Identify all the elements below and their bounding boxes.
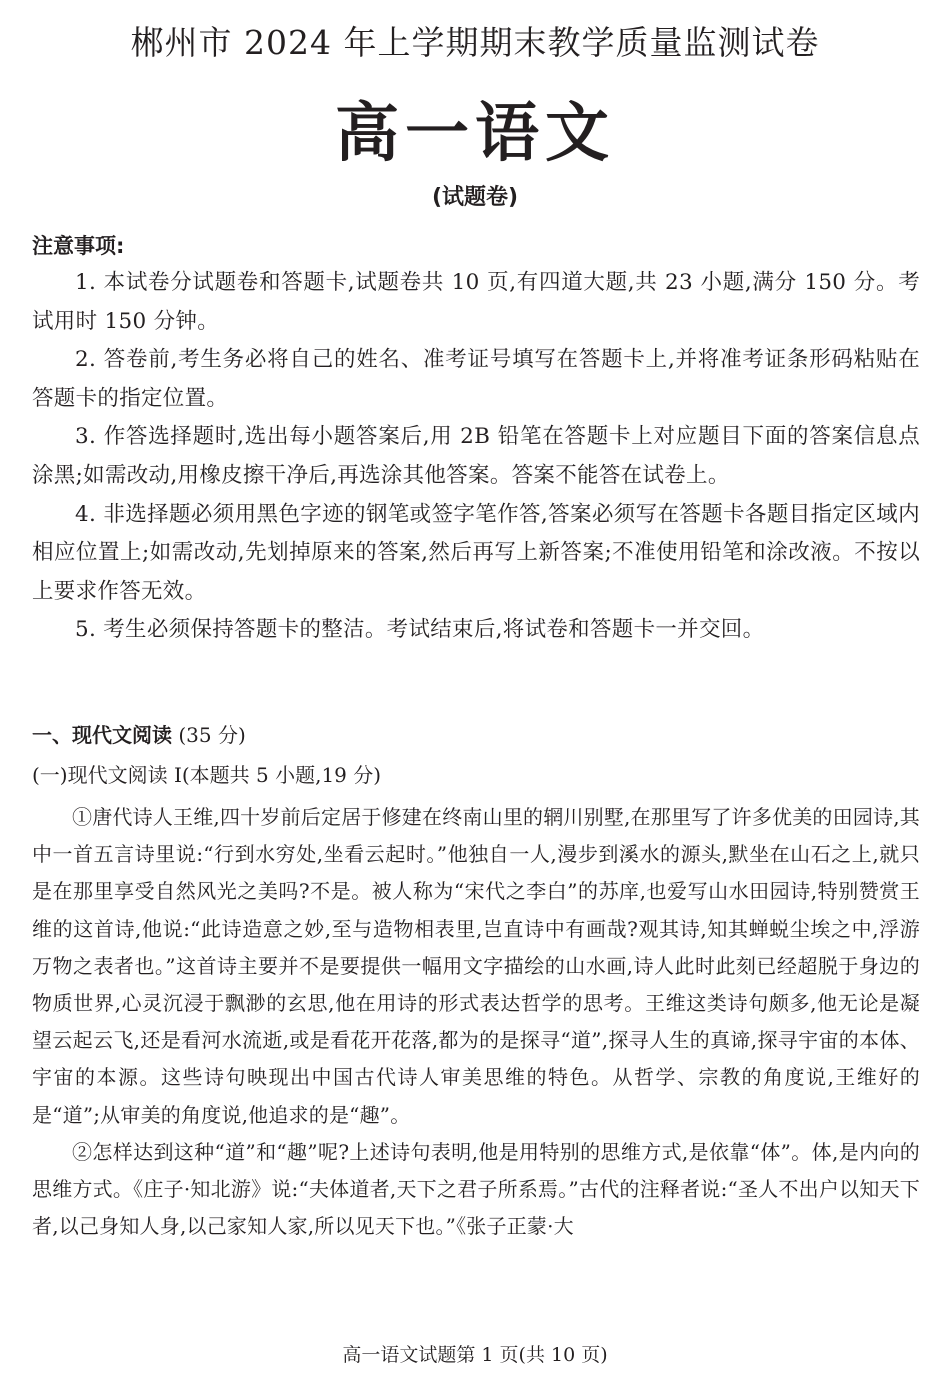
section-subtitle: (一)现代文阅读 I(本题共 5 小题,19 分) <box>32 763 382 787</box>
note-item: 1. 本试卷分试题卷和答题卡,试题卷共 10 页,有四道大题,共 23 小题,满分 150 分。考试用时 150 分钟。 <box>32 270 920 334</box>
section-heading <box>32 719 246 751</box>
note-item: 3. 作答选择题时,选出每小题答案后,用 2B 铅笔在答题卡上对应题目下面的答案信息点涂黑;如需改动,用橡皮擦干净后,再选涂其他答案。答案不能答在试卷上。 <box>32 424 920 488</box>
note-item: 5. 考生必须保持答题卡的整洁。考试结束后,将试卷和答题卡一并交回。 <box>75 617 765 643</box>
notes-list <box>32 264 920 650</box>
note-item: 2. 答卷前,考生务必将自己的姓名、准考证号填写在答题卡上,并将准考证条形码粘贴在答题卡的指定位置。 <box>32 347 920 411</box>
page-footer: 高一语文试题第 1 页(共 10 页) <box>342 1344 608 1366</box>
subject-title: 高一语文 <box>335 97 615 171</box>
booklet-label: (试题卷) <box>431 185 519 210</box>
note-item: 4. 非选择题必须用黑色字迹的钢笔或签字笔作答,答案必须写在答题卡各题目指定区域内相应位置上;如需改动,先划掉原来的答案,然后再写上新答案;不准使用铅笔和涂改液。不按以上要求作答无效。 <box>32 501 920 604</box>
section-score: (35 分) <box>178 723 246 747</box>
reading-passage <box>32 799 920 1245</box>
passage-paragraph: ①唐代诗人王维,四十岁前后定居于修建在终南山里的辋川别墅,在那里写了许多优美的田园诗,其中一首五言诗里说:“行到水穷处,坐看云起时。”他独自一人,漫步到溪水的源头,默坐在山石之上,就只是在那里享受自然风光之美吗?不是。被人称为“宋代之李白”的苏庠,也爱写山水田园诗,特别赞赏王维的这首诗,他说:“此诗造意之妙,至与造物相表里,岂直诗中有画哉?观其诗,知其蝉蜕尘埃之中,浮游万物之表者也。”这首诗主要并不是要提供一幅用文字描绘的山水画,诗人此时此刻已经超脱于身边的物质世界,心灵沉浸于飘渺的玄思,他在用诗的形式表达哲学的思考。王维这类诗句颇多,他无论是凝望云起云飞,还是看河水流逝,或是看花开花落,都为的是探寻“道”,探寻人生的真谛,探寻宇宙的本体、宇宙的本源。这些诗句映现出中国古代诗人审美思维的特色。从哲学、宗教的角度说,王维好的是“道”;从审美的角度说,他追求的是“趣”。 <box>32 805 920 1127</box>
passage-paragraph: ②怎样达到这种“道”和“趣”呢?上述诗句表明,他是用特别的思维方式,是依靠“体”。体,是内向的思维方式。《庄子·知北游》说:“夫体道者,天下之君子所系焉。”古代的注释者说:“圣人不出户以知天下者,以己身知人身,以己家知人家,所以见天下也。”《张子正蒙·大 <box>32 1139 920 1239</box>
exam-title: 郴州市 2024 年上学期期末教学质量监测试卷 <box>130 23 820 62</box>
notes-heading: 注意事项: <box>32 234 125 258</box>
section-title: 一、现代文阅读 <box>32 723 172 747</box>
